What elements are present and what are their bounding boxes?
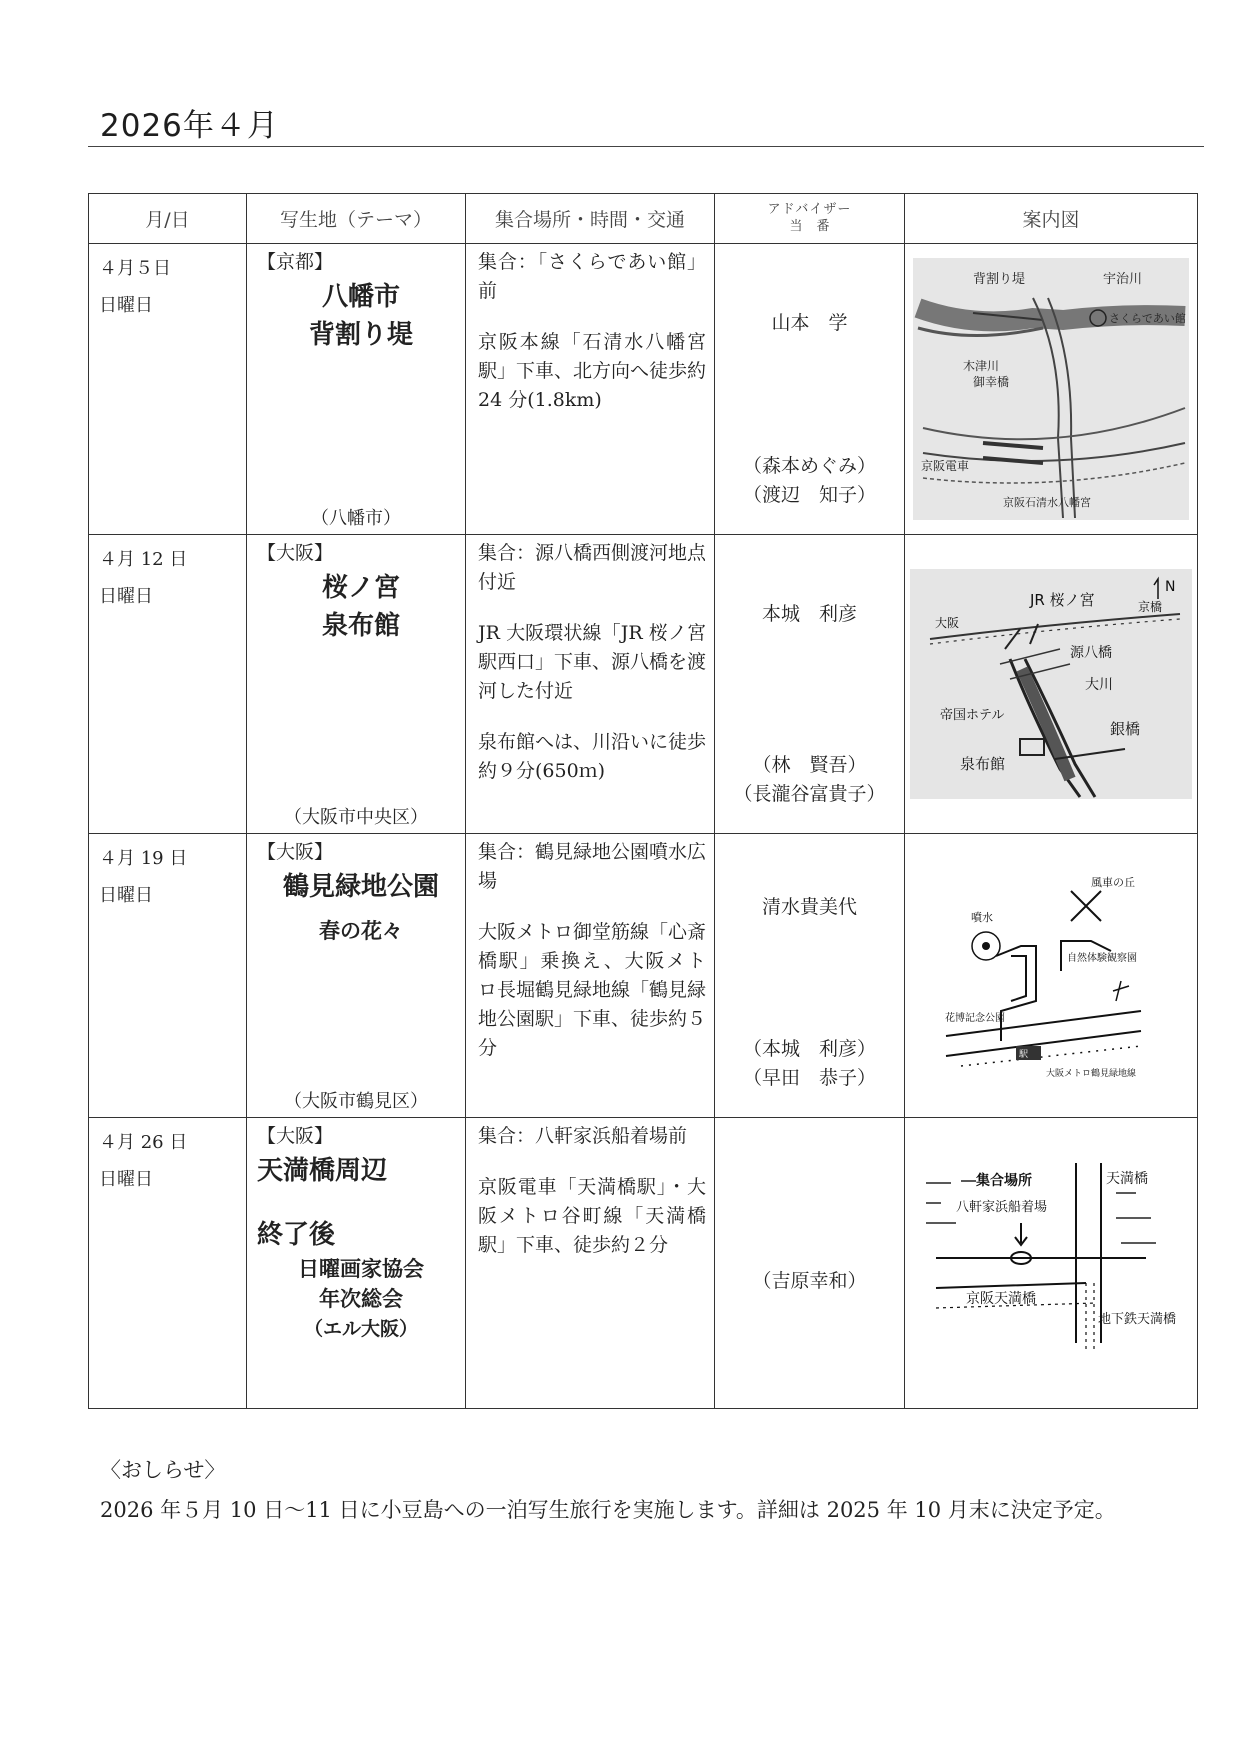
map-label: 宇治川 bbox=[1103, 272, 1143, 287]
header-map: 案内図 bbox=[905, 194, 1198, 244]
map-label: 自然体験観察園 bbox=[1067, 952, 1137, 964]
duty-name: （吉原幸和） bbox=[752, 1270, 867, 1292]
place-name: 鶴見緑地公園 bbox=[282, 872, 439, 902]
map-label: 御幸橋 bbox=[973, 375, 1010, 389]
date: ４月 19 日 bbox=[99, 848, 188, 869]
after-event-line: 日曜画家協会 bbox=[298, 1257, 424, 1281]
date: ４月５日 bbox=[99, 258, 171, 279]
advisor-cell bbox=[715, 1118, 905, 1409]
table-row bbox=[89, 1118, 1198, 1409]
weekday: 日曜日 bbox=[99, 885, 153, 906]
map-label: 噴水 bbox=[971, 910, 993, 924]
header-advisor bbox=[715, 194, 905, 244]
date: ４月 26 日 bbox=[99, 1132, 188, 1153]
place-name: 八幡市 bbox=[321, 282, 400, 312]
notice-heading: 〈おしらせ〉 bbox=[100, 1458, 226, 1482]
prefecture: 【京都】 bbox=[257, 251, 334, 273]
date-cell bbox=[89, 834, 247, 1118]
after-event-title: 終了後 bbox=[257, 1220, 336, 1250]
map-label: 風車の丘 bbox=[1091, 875, 1135, 889]
table-row bbox=[89, 535, 1198, 834]
map-cell bbox=[905, 535, 1198, 834]
map-label: 泉布館 bbox=[960, 755, 1006, 773]
area-label: （八幡市） bbox=[311, 508, 401, 529]
duty-name: （林 賢吾） bbox=[752, 754, 867, 776]
schedule-table bbox=[88, 193, 1198, 1409]
map-label: 花博記念公園 bbox=[945, 1012, 1005, 1024]
advisor-cell bbox=[715, 244, 905, 535]
meeting-cell bbox=[466, 244, 715, 535]
map-cell bbox=[905, 244, 1198, 535]
map-label: 京橋 bbox=[1138, 600, 1163, 614]
notice-body: 2026 年５月 10 日～11 日に小豆島への一泊写生旅行を実施します。詳細は 2025 年 10 月末に決定予定。 bbox=[100, 1498, 1116, 1522]
place-cell bbox=[247, 244, 466, 535]
map-label: 京阪石清水八幡宮 bbox=[1003, 496, 1091, 509]
map-label: 木津川 bbox=[963, 359, 1000, 373]
notice-section bbox=[100, 1452, 1180, 1528]
duty-name: （長瀧谷富貴子） bbox=[733, 783, 886, 805]
access-info: 大阪メトロ御堂筋線「心斎橋駅」乗換え、大阪メトロ長堀鶴見緑地線「鶴見緑地公園駅」下車、徒歩約５分 bbox=[478, 921, 707, 1059]
map-label: 帝国ホテル bbox=[940, 708, 1005, 723]
north-label: N bbox=[1165, 579, 1176, 595]
map-label: 大阪メトロ鶴見緑地線 bbox=[1046, 1068, 1137, 1079]
header-advisor-label: アドバイザー bbox=[767, 201, 852, 217]
meeting-point: 集合：源八橋西側渡河地点付近 bbox=[478, 542, 707, 593]
meeting-point: 集合：鶴見緑地公園噴水広場 bbox=[478, 841, 707, 892]
date-cell bbox=[89, 535, 247, 834]
sakuranomiya-map bbox=[910, 569, 1192, 799]
place-name: 桜ノ宮 bbox=[321, 573, 400, 603]
header-date: 月/日 bbox=[89, 194, 247, 244]
weekday: 日曜日 bbox=[99, 1169, 153, 1190]
page-title: 2026年４月 bbox=[100, 108, 279, 144]
map-label: 京阪天満橋 bbox=[966, 1291, 1036, 1307]
place-cell bbox=[247, 1118, 466, 1409]
map-label: 天満橋 bbox=[1106, 1171, 1148, 1187]
area-label: （大阪市鶴見区） bbox=[284, 1091, 428, 1112]
place-cell bbox=[247, 834, 466, 1118]
table-header-row bbox=[89, 194, 1198, 244]
prefecture: 【大阪】 bbox=[257, 1125, 334, 1147]
advisor-cell bbox=[715, 834, 905, 1118]
meeting-cell bbox=[466, 834, 715, 1118]
map-label: 大阪 bbox=[935, 616, 960, 630]
table-row bbox=[89, 244, 1198, 535]
date-cell bbox=[89, 244, 247, 535]
prefecture: 【大阪】 bbox=[257, 542, 334, 564]
after-event-venue: （エル大阪） bbox=[303, 1318, 418, 1340]
advisor-name: 本城 利彦 bbox=[761, 603, 857, 625]
map-label: 源八橋 bbox=[1070, 645, 1112, 661]
advisor-name: 山本 学 bbox=[771, 312, 848, 334]
access-info: JR 大阪環状線「JR 桜ノ宮駅西口」下車、源八橋を渡河した付近 bbox=[478, 622, 707, 702]
access-info: 京阪電車「天満橋駅」・大阪メトロ谷町線「天満橋駅」下車、徒歩約２分 bbox=[478, 1176, 706, 1256]
place-cell bbox=[247, 535, 466, 834]
after-event-line: 年次総会 bbox=[319, 1287, 403, 1311]
duty-name: （森本めぐみ） bbox=[742, 455, 876, 477]
tsurumi-map bbox=[941, 861, 1161, 1091]
header-meeting: 集合場所・時間・交通 bbox=[466, 194, 715, 244]
duty-name: （渡辺 知子） bbox=[742, 484, 876, 506]
prefecture: 【大阪】 bbox=[257, 841, 334, 863]
date: ４月 12 日 bbox=[99, 549, 188, 570]
place-name: 天満橋周辺 bbox=[257, 1156, 388, 1186]
table-row bbox=[89, 834, 1198, 1118]
map-label: さくらであい館 bbox=[1109, 312, 1186, 325]
map-label: JR 桜ノ宮 bbox=[1030, 591, 1095, 609]
meeting-cell bbox=[466, 535, 715, 834]
duty-name: （早田 恭子） bbox=[742, 1067, 876, 1089]
map-label: 銀橋 bbox=[1110, 720, 1141, 738]
advisor-cell bbox=[715, 535, 905, 834]
meeting-cell bbox=[466, 1118, 715, 1409]
tenmabashi-map bbox=[916, 1163, 1186, 1363]
place-name: 泉布館 bbox=[321, 611, 400, 641]
sewaritei-map bbox=[913, 258, 1189, 520]
access-info: 京阪本線「石清水八幡宮駅」下車、北方向へ徒歩約 24 分(1.8km) bbox=[478, 331, 707, 411]
weekday: 日曜日 bbox=[99, 586, 153, 607]
date-cell bbox=[89, 1118, 247, 1409]
meeting-point: 集合：八軒家浜船着場前 bbox=[478, 1125, 688, 1147]
map-label: 背割り堤 bbox=[973, 272, 1026, 287]
duty-name: （本城 利彦） bbox=[742, 1038, 876, 1060]
map-label: 集合場所 bbox=[976, 1173, 1032, 1189]
map-label: 大川 bbox=[1085, 677, 1113, 693]
map-label: 駅 bbox=[1019, 1049, 1029, 1060]
header-duty-label: 当番 bbox=[789, 218, 844, 234]
map-label: 八軒家浜船着場 bbox=[956, 1200, 1048, 1215]
map-label: 京阪電車 bbox=[921, 459, 970, 473]
header-place: 写生地（テーマ） bbox=[247, 194, 466, 244]
map-cell bbox=[905, 1118, 1198, 1409]
place-name: 背割り堤 bbox=[308, 320, 413, 350]
map-label: 地下鉄天満橋 bbox=[1098, 1312, 1177, 1327]
title-rule bbox=[88, 146, 1204, 147]
map-cell bbox=[905, 834, 1198, 1118]
area-label: （大阪市中央区） bbox=[284, 807, 428, 828]
advisor-name: 清水貴美代 bbox=[761, 896, 857, 918]
meeting-point: 集合：「さくらであい館」前 bbox=[478, 251, 706, 302]
weekday: 日曜日 bbox=[99, 295, 153, 316]
place-theme: 春の花々 bbox=[319, 919, 403, 943]
walk-info: 泉布館へは、川沿いに徒歩約９分(650ｍ) bbox=[478, 731, 707, 782]
